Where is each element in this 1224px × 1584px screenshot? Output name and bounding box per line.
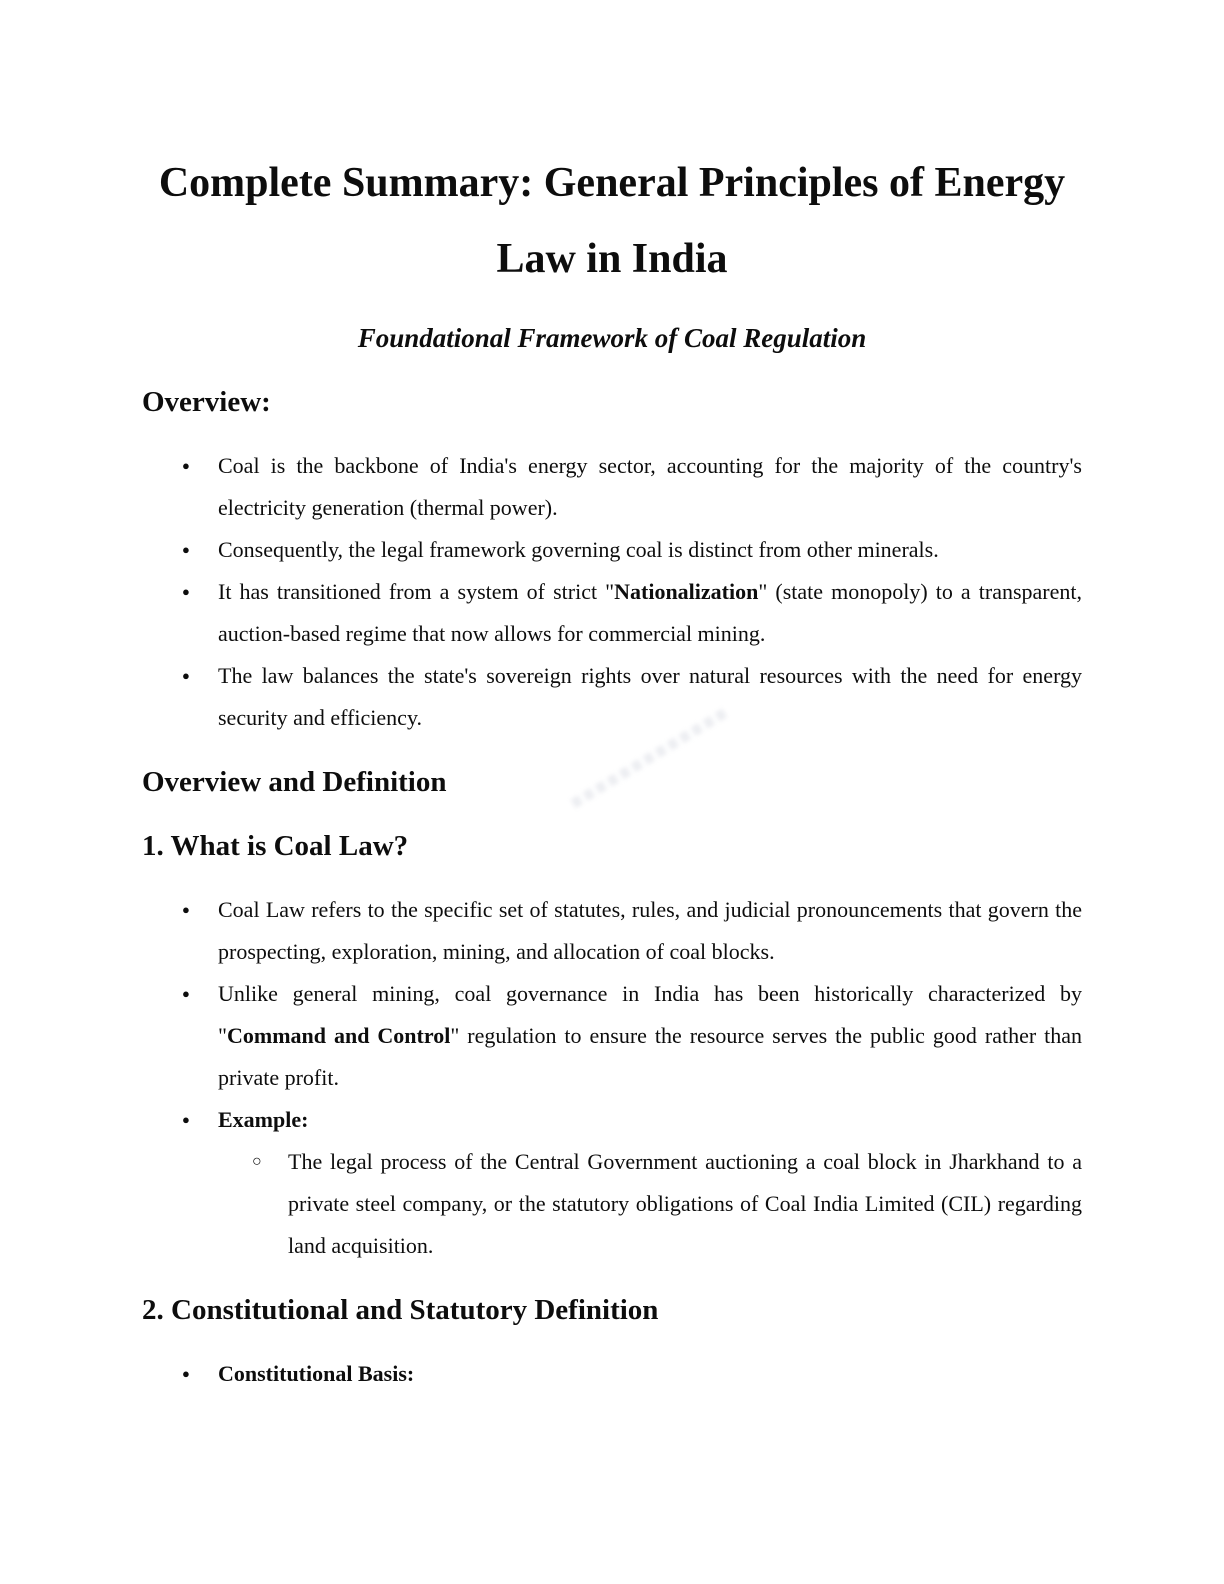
bullet-circle-icon: ○	[252, 1153, 262, 1170]
list-item	[142, 1099, 1082, 1141]
heading-constitutional-and-statutory: 2. Constitutional and Statutory Definition	[142, 1294, 659, 1326]
document-title: Complete Summary: General Principles of Energy Law in India	[158, 160, 1066, 282]
list-item-text: Coal Law refers to the specific set of statutes, rules, and judicial pronouncements that govern the prospecting, exploration, mining, and allocation of coal blocks.	[218, 897, 1082, 964]
bullet-disc-icon: ●	[182, 1112, 190, 1127]
bullet-disc-icon: ●	[182, 902, 190, 917]
bold-text-segment: Command and Control	[226, 1023, 451, 1048]
list-item	[142, 571, 1082, 655]
bullet-disc-icon: ●	[182, 986, 190, 1001]
list-item-text: Coal is the backbone of India's energy sector, accounting for the majority of the country's electricity generation (thermal power).	[218, 453, 1082, 520]
text-segment: " regulation to ensure the resource serves the public good rather than private profit.	[218, 1023, 1082, 1090]
bullet-disc-icon: ●	[182, 1366, 190, 1381]
list-item-text	[218, 973, 1082, 1099]
list-item-label: Constitutional Basis:	[218, 1361, 415, 1386]
list-item	[142, 973, 1082, 1099]
list-item	[142, 529, 1082, 571]
text-segment: " (state monopoly) to a transparent, auction-based regime that now allows for commercial mining.	[218, 579, 1082, 646]
bullet-disc-icon: ●	[182, 584, 190, 599]
bullet-disc-icon: ●	[182, 458, 190, 473]
document-subtitle: Foundational Framework of Coal Regulation	[357, 323, 867, 353]
list-item	[142, 889, 1082, 973]
list-item	[142, 445, 1082, 529]
list-item-text: The law balances the state's sovereign rights over natural resources with the need for energy security and efficiency.	[218, 663, 1082, 730]
overview-bullet-list	[142, 445, 1082, 739]
list-item	[142, 655, 1082, 739]
heading-what-is-coal-law: 1. What is Coal Law?	[142, 830, 409, 862]
coal-law-bullet-list	[142, 889, 1082, 1267]
heading-overview: Overview:	[142, 386, 271, 418]
text-segment: It has transitioned from a system of strict "	[218, 579, 615, 604]
heading-overview-and-definition: Overview and Definition	[142, 766, 447, 798]
list-item	[142, 1353, 1082, 1395]
list-item-text: Consequently, the legal framework governing coal is distinct from other minerals.	[218, 537, 939, 562]
sub-list-item	[142, 1141, 1082, 1267]
constitutional-bullet-list	[142, 1353, 1082, 1395]
text-segment: Unlike general mining, coal governance in India has been historically characterized by "	[218, 981, 1082, 1048]
list-item-text	[218, 571, 1082, 655]
list-item-label: Example:	[218, 1107, 309, 1132]
sub-list-item-text: The legal process of the Central Government auctioning a coal block in Jharkhand to a private steel company, or the statutory obligations of Coal India Limited (CIL) regarding land acquisition.	[288, 1149, 1082, 1258]
bullet-disc-icon: ●	[182, 542, 190, 557]
bullet-disc-icon: ●	[182, 668, 190, 683]
bold-text-segment: Nationalization	[614, 579, 759, 604]
